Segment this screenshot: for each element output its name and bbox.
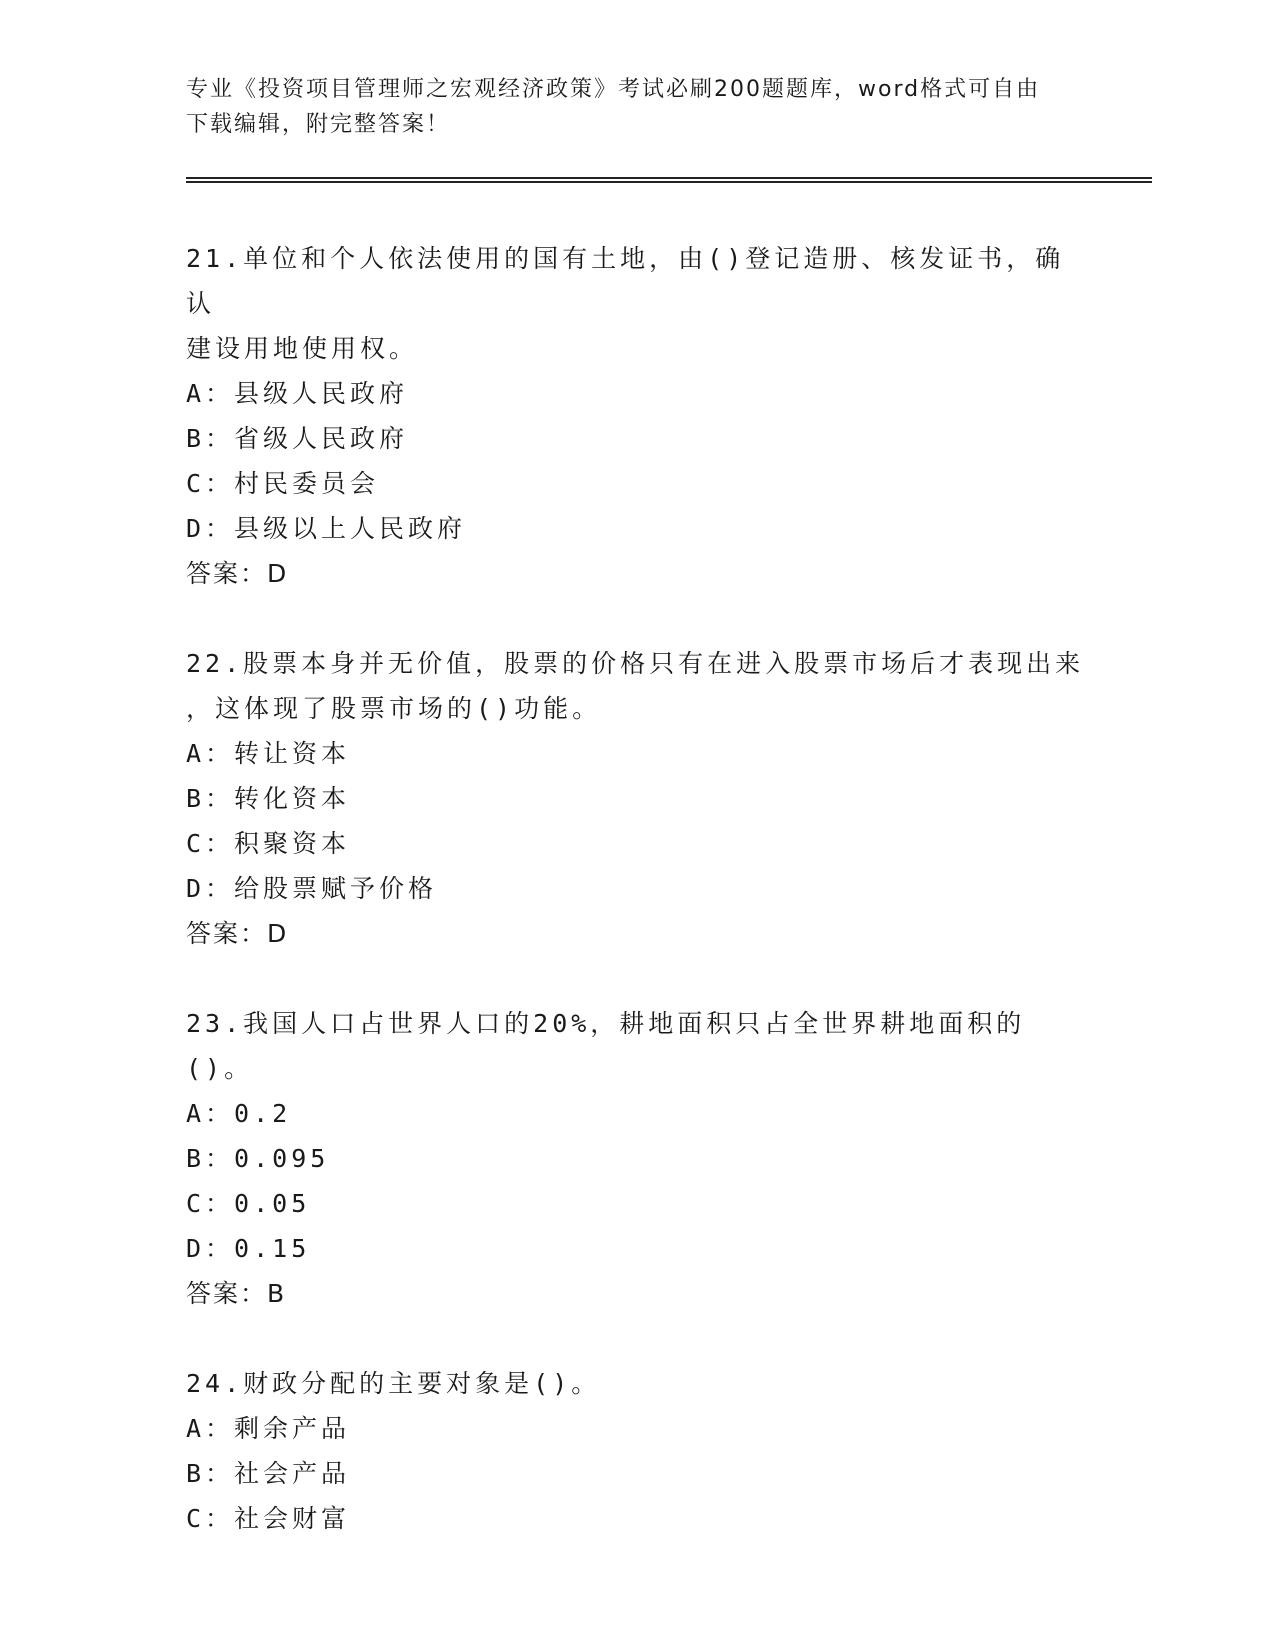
option-b: B：0.095 (186, 1144, 330, 1173)
question-24 (186, 1361, 1086, 1541)
question-23 (186, 1001, 1086, 1316)
question-stem-line: 23.我国人口占世界人口的20%，耕地面积只占全世界耕地面积的()。 (186, 1009, 1026, 1083)
option-c: C：积聚资本 (186, 829, 351, 858)
question-stem-line: 24.财政分配的主要对象是()。 (186, 1369, 601, 1398)
answer-line: 答案：D (186, 559, 289, 588)
header-divider-top (186, 177, 1152, 179)
option-c: C：0.05 (186, 1189, 311, 1218)
question-21 (186, 236, 1086, 596)
answer-line: 答案：D (186, 919, 289, 948)
document-header (186, 72, 1066, 142)
option-d: D：县级以上人民政府 (186, 514, 467, 543)
header-divider-bottom (186, 181, 1152, 183)
option-a: A：0.2 (186, 1099, 292, 1128)
option-b: B：社会产品 (186, 1459, 351, 1488)
question-stem-line: 21.单位和个人依法使用的国有土地，由()登记造册、核发证书，确认 (186, 244, 1065, 318)
option-d: D：0.15 (186, 1234, 311, 1263)
option-c: C：村民委员会 (186, 469, 380, 498)
question-stem-line: ，这体现了股票市场的()功能。 (186, 694, 602, 723)
option-c: C：社会财富 (186, 1504, 351, 1533)
answer-line: 答案：B (186, 1279, 287, 1308)
option-a: A：县级人民政府 (186, 379, 409, 408)
question-stem-line: 22.股票本身并无价值，股票的价格只有在进入股票市场后才表现出来 (186, 649, 1085, 678)
option-a: A：剩余产品 (186, 1414, 351, 1443)
question-22 (186, 641, 1086, 956)
header-line-1: 专业《投资项目管理师之宏观经济政策》考试必刷200题题库，word格式可自由 (186, 77, 1041, 102)
option-b: B：转化资本 (186, 784, 351, 813)
question-list (186, 236, 1086, 1586)
question-stem-line: 建设用地使用权。 (186, 334, 419, 363)
option-a: A：转让资本 (186, 739, 351, 768)
option-b: B：省级人民政府 (186, 424, 409, 453)
header-line-2: 下载编辑，附完整答案！ (186, 112, 451, 137)
option-d: D：给股票赋予价格 (186, 874, 438, 903)
